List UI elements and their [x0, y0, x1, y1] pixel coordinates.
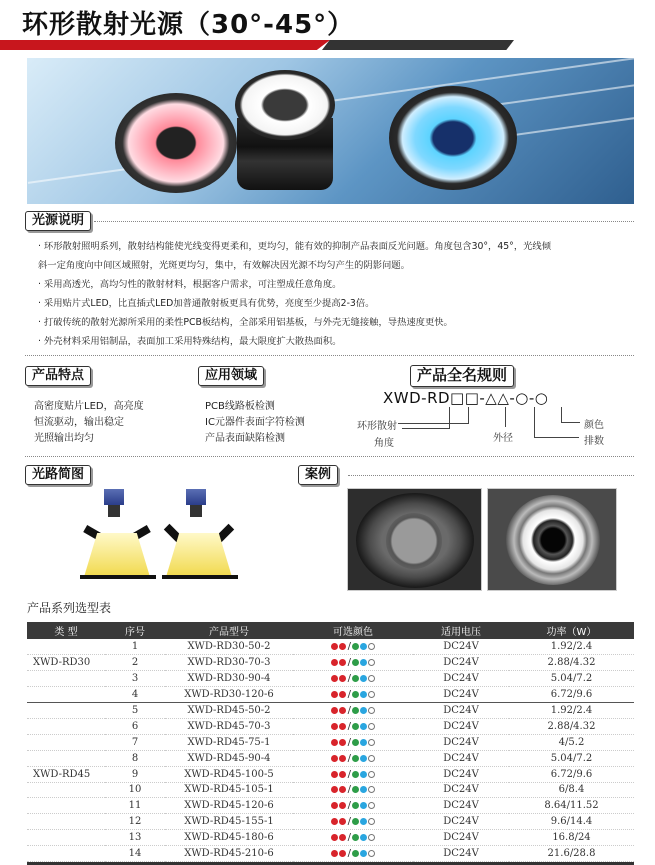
type-cell — [27, 703, 105, 719]
naming-label-shape: 环形散射 — [357, 421, 397, 432]
red-color-dot — [331, 691, 338, 698]
power-cell: 4/5.2 — [509, 734, 634, 750]
red-color-dot — [331, 643, 338, 650]
type-cell — [27, 798, 105, 814]
white-color-ring — [368, 771, 375, 778]
table-row — [27, 687, 634, 703]
row-number-cell: 2 — [105, 655, 165, 671]
application-item: PCB线路板检测 — [205, 401, 275, 412]
red-color-dot — [331, 755, 338, 762]
red-color-dot — [339, 675, 346, 682]
list-item: · 外壳材料采用铝制品，表面加工采用特殊结构，最大限度扩大散热面积。 — [38, 336, 342, 347]
row-number-cell: 4 — [105, 687, 165, 703]
title-underline — [0, 40, 520, 50]
colors-cell: / — [293, 766, 413, 782]
row-number-cell: 13 — [105, 830, 165, 846]
red-color-dot — [331, 659, 338, 666]
type-cell — [27, 687, 105, 703]
product-photo — [27, 58, 634, 204]
power-cell: 1.92/2.4 — [509, 639, 634, 655]
blue-color-dot — [360, 834, 367, 841]
model-cell: XWD-RD45-120-6 — [165, 798, 293, 814]
colors-cell: / — [293, 734, 413, 750]
red-color-dot — [331, 739, 338, 746]
red-color-dot — [339, 834, 346, 841]
green-color-dot — [352, 691, 359, 698]
colors-cell: / — [293, 846, 413, 862]
colors-cell: / — [293, 782, 413, 798]
voltage-cell: DC24V — [413, 846, 509, 862]
blue-color-dot — [360, 659, 367, 666]
model-cell: XWD-RD45-180-6 — [165, 830, 293, 846]
colors-cell: / — [293, 655, 413, 671]
power-cell: 5.04/7.2 — [509, 750, 634, 766]
optical-path-diagram-45 — [162, 489, 242, 581]
features-list — [34, 399, 144, 447]
colors-cell: / — [293, 671, 413, 687]
application-item: 产品表面缺陷检测 — [205, 433, 285, 444]
green-color-dot — [352, 659, 359, 666]
white-color-ring — [368, 786, 375, 793]
features-heading: 产品特点 — [25, 366, 91, 386]
optical-path-diagram-30 — [80, 489, 160, 581]
power-cell: 6.72/9.6 — [509, 687, 634, 703]
white-color-ring — [368, 739, 375, 746]
power-cell: 8.64/11.52 — [509, 798, 634, 814]
green-color-dot — [352, 707, 359, 714]
white-color-ring — [368, 723, 375, 730]
table-title: 产品系列选型表 — [27, 601, 112, 615]
white-color-ring — [368, 818, 375, 825]
camera-icon — [104, 489, 124, 505]
feature-item: 恒流驱动，输出稳定 — [34, 417, 124, 428]
red-color-dot — [331, 786, 338, 793]
voltage-cell: DC24V — [413, 655, 509, 671]
red-color-dot — [331, 723, 338, 730]
red-ring-light-image — [115, 93, 237, 193]
blue-color-dot — [360, 723, 367, 730]
red-color-dot — [339, 786, 346, 793]
row-number-cell: 14 — [105, 846, 165, 862]
table-row — [27, 830, 634, 846]
red-color-dot — [339, 643, 346, 650]
row-number-cell: 10 — [105, 782, 165, 798]
colors-cell: / — [293, 830, 413, 846]
list-item: 斜一定角度向中间区域照射，光斑更均匀，集中，有效解决因光源不均匀产生的阴影问题。 — [38, 260, 410, 271]
naming-heading: 产品全名规则 — [410, 365, 514, 387]
type-cell: XWD-RD45 — [27, 766, 105, 782]
selection-table — [27, 622, 634, 862]
table-row — [27, 846, 634, 862]
type-cell — [27, 814, 105, 830]
blue-color-dot — [360, 707, 367, 714]
power-cell: 2.88/4.32 — [509, 655, 634, 671]
power-cell: 21.6/28.8 — [509, 846, 634, 862]
type-cell — [27, 830, 105, 846]
white-color-ring — [368, 659, 375, 666]
red-color-dot — [339, 802, 346, 809]
model-cell: XWD-RD30-50-2 — [165, 639, 293, 655]
column-header: 可选颜色 — [293, 622, 413, 639]
red-color-dot — [339, 755, 346, 762]
table-row — [27, 766, 634, 782]
type-cell: XWD-RD30 — [27, 655, 105, 671]
blue-color-dot — [360, 643, 367, 650]
colors-cell: / — [293, 750, 413, 766]
blue-ring-light-image — [389, 86, 517, 190]
red-color-dot — [331, 850, 338, 857]
page-title: 环形散射光源（30°-45°） — [22, 10, 355, 40]
row-number-cell: 8 — [105, 750, 165, 766]
red-color-dot — [331, 818, 338, 825]
list-item: · 采用高透光，高均匀性的散射材料，根据客户需求，可注塑成任意角度。 — [38, 279, 342, 290]
voltage-cell: DC24V — [413, 798, 509, 814]
case-photo-1 — [347, 488, 482, 591]
white-ring-light-image — [235, 70, 335, 140]
model-cell: XWD-RD45-70-3 — [165, 718, 293, 734]
intro-heading: 光源说明 — [25, 211, 91, 231]
table-row — [27, 718, 634, 734]
feature-item: 光照输出均匀 — [34, 433, 94, 444]
divider — [25, 355, 634, 356]
red-color-dot — [331, 771, 338, 778]
row-number-cell: 11 — [105, 798, 165, 814]
camera-icon — [186, 489, 206, 505]
power-cell: 6.72/9.6 — [509, 766, 634, 782]
green-color-dot — [352, 834, 359, 841]
optics-heading: 光路简图 — [25, 465, 91, 485]
red-color-dot — [331, 707, 338, 714]
list-item: · 环形散射照明系列，散射结构能使光线变得更柔和，更均匀，能有效的抑制产品表面反光问题。角度包含30°，45°，光线倾 — [38, 241, 552, 252]
colors-cell: / — [293, 639, 413, 655]
column-header: 类 型 — [27, 622, 105, 639]
power-cell: 2.88/4.32 — [509, 718, 634, 734]
row-number-cell: 6 — [105, 718, 165, 734]
green-color-dot — [352, 850, 359, 857]
naming-label-pins: 排数 — [584, 436, 604, 447]
green-color-dot — [352, 675, 359, 682]
model-cell: XWD-RD30-70-3 — [165, 655, 293, 671]
row-number-cell: 5 — [105, 703, 165, 719]
white-color-ring — [368, 755, 375, 762]
naming-label-color: 颜色 — [584, 420, 604, 431]
type-cell — [27, 671, 105, 687]
divider — [25, 456, 634, 457]
table-row — [27, 782, 634, 798]
naming-code: XWD-RD□□-△△-○-○ — [383, 389, 549, 407]
column-header: 产品型号 — [165, 622, 293, 639]
table-row — [27, 639, 634, 655]
row-number-cell: 12 — [105, 814, 165, 830]
model-cell: XWD-RD45-90-4 — [165, 750, 293, 766]
type-cell — [27, 782, 105, 798]
type-cell — [27, 639, 105, 655]
row-number-cell: 7 — [105, 734, 165, 750]
colors-cell: / — [293, 703, 413, 719]
voltage-cell: DC24V — [413, 671, 509, 687]
red-color-dot — [339, 659, 346, 666]
voltage-cell: DC24V — [413, 718, 509, 734]
red-color-dot — [339, 723, 346, 730]
table-row — [27, 750, 634, 766]
table-row — [27, 655, 634, 671]
voltage-cell: DC24V — [413, 687, 509, 703]
voltage-cell: DC24V — [413, 814, 509, 830]
column-header: 适用电压 — [413, 622, 509, 639]
title-underline-dark — [322, 40, 514, 50]
voltage-cell: DC24V — [413, 639, 509, 655]
type-cell — [27, 750, 105, 766]
model-cell: XWD-RD45-155-1 — [165, 814, 293, 830]
divider — [94, 221, 634, 222]
naming-label-outer-diameter: 外径 — [493, 433, 513, 444]
red-color-dot — [339, 739, 346, 746]
red-color-dot — [339, 818, 346, 825]
red-color-dot — [331, 675, 338, 682]
blue-color-dot — [360, 739, 367, 746]
divider — [348, 475, 634, 476]
model-cell: XWD-RD45-75-1 — [165, 734, 293, 750]
red-color-dot — [339, 691, 346, 698]
model-cell: XWD-RD45-100-5 — [165, 766, 293, 782]
power-cell: 6/8.4 — [509, 782, 634, 798]
green-color-dot — [352, 771, 359, 778]
red-color-dot — [339, 850, 346, 857]
power-cell: 1.92/2.4 — [509, 703, 634, 719]
column-header: 序号 — [105, 622, 165, 639]
white-color-ring — [368, 643, 375, 650]
white-color-ring — [368, 691, 375, 698]
blue-color-dot — [360, 802, 367, 809]
application-item: IC元器件表面字符检测 — [205, 417, 305, 428]
white-color-ring — [368, 850, 375, 857]
red-color-dot — [331, 802, 338, 809]
model-cell: XWD-RD45-50-2 — [165, 703, 293, 719]
type-cell — [27, 734, 105, 750]
case-photo-2 — [487, 488, 617, 591]
cases-heading: 案例 — [298, 465, 338, 485]
green-color-dot — [352, 802, 359, 809]
voltage-cell: DC24V — [413, 766, 509, 782]
type-cell — [27, 718, 105, 734]
green-color-dot — [352, 786, 359, 793]
red-color-dot — [339, 707, 346, 714]
colors-cell: / — [293, 718, 413, 734]
blue-color-dot — [360, 850, 367, 857]
applications-heading: 应用领域 — [198, 366, 264, 386]
power-cell: 5.04/7.2 — [509, 671, 634, 687]
row-number-cell: 1 — [105, 639, 165, 655]
blue-color-dot — [360, 755, 367, 762]
colors-cell: / — [293, 687, 413, 703]
green-color-dot — [352, 755, 359, 762]
power-cell: 16.8/24 — [509, 830, 634, 846]
blue-color-dot — [360, 818, 367, 825]
green-color-dot — [352, 723, 359, 730]
power-cell: 9.6/14.4 — [509, 814, 634, 830]
row-number-cell: 3 — [105, 671, 165, 687]
blue-color-dot — [360, 771, 367, 778]
voltage-cell: DC24V — [413, 734, 509, 750]
voltage-cell: DC24V — [413, 703, 509, 719]
green-color-dot — [352, 739, 359, 746]
colors-cell: / — [293, 798, 413, 814]
model-cell: XWD-RD45-210-6 — [165, 846, 293, 862]
white-color-ring — [368, 802, 375, 809]
voltage-cell: DC24V — [413, 782, 509, 798]
feature-item: 高密度贴片LED，高亮度 — [34, 401, 144, 412]
blue-color-dot — [360, 786, 367, 793]
colors-cell: / — [293, 814, 413, 830]
intro-bullet-list — [38, 237, 623, 351]
model-cell: XWD-RD30-90-4 — [165, 671, 293, 687]
red-color-dot — [339, 771, 346, 778]
white-color-ring — [368, 707, 375, 714]
row-number-cell: 9 — [105, 766, 165, 782]
list-item: · 打破传统的散射光源所采用的柔性PCB板结构，全部采用铝基板，与外壳无缝接触，导热速度更快。 — [38, 317, 453, 328]
blue-color-dot — [360, 675, 367, 682]
white-color-ring — [368, 675, 375, 682]
green-color-dot — [352, 818, 359, 825]
table-row — [27, 798, 634, 814]
voltage-cell: DC24V — [413, 750, 509, 766]
blue-color-dot — [360, 691, 367, 698]
title-underline-red — [0, 40, 330, 50]
column-header: 功率（W） — [509, 622, 634, 639]
green-color-dot — [352, 643, 359, 650]
naming-label-angle: 角度 — [374, 438, 394, 449]
model-cell: XWD-RD30-120-6 — [165, 687, 293, 703]
table-row — [27, 671, 634, 687]
applications-list — [205, 399, 305, 447]
table-row — [27, 814, 634, 830]
table-row — [27, 703, 634, 719]
type-cell — [27, 846, 105, 862]
red-color-dot — [331, 834, 338, 841]
model-cell: XWD-RD45-105-1 — [165, 782, 293, 798]
list-item: · 采用贴片式LED，比直插式LED加普通散射板更具有优势，亮度至少提高2-3倍。 — [38, 298, 375, 309]
table-header-row — [27, 622, 634, 639]
white-color-ring — [368, 834, 375, 841]
voltage-cell: DC24V — [413, 830, 509, 846]
table-row — [27, 734, 634, 750]
